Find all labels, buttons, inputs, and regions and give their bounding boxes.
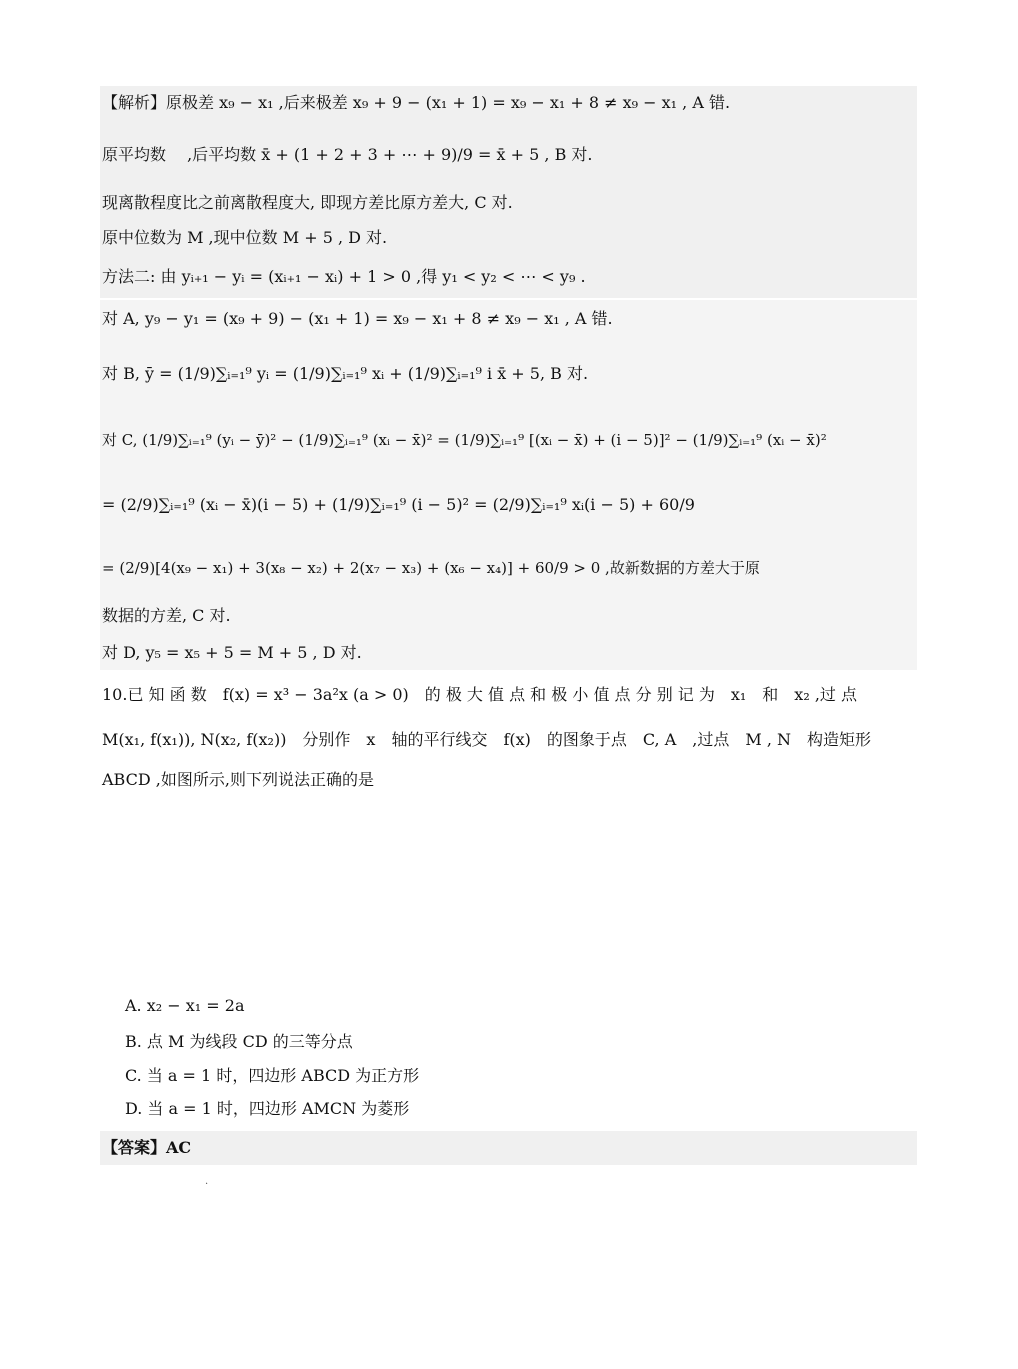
analysis-line-11: 数据的方差, C 对. <box>102 606 231 625</box>
answer-band <box>100 1131 917 1165</box>
analysis-line-1: 【解析】原极差 x₉ − x₁ ,后来极差 x₉ + 9 − (x₁ + 1) = x₉ − x₁ + 8 ≠ x₉ − x₁ , A 错. <box>102 93 731 112</box>
question-10-line-2: M(x₁, f(x₁)), N(x₂, f(x₂)) 分别作 x 轴的平行线交 f(x) 的图象于点 C, A ,过点 M , N 构造矩形 <box>102 730 872 749</box>
analysis-line-5: 方法二: 由 yᵢ₊₁ − yᵢ = (xᵢ₊₁ − xᵢ) + 1 > 0 ,得 y₁ < y₂ < ⋯ < y₉ . <box>102 267 586 286</box>
option-c: C. 当 a = 1 时，四边形 ABCD 为正方形 <box>125 1066 420 1085</box>
analysis-line-8: 对 C, (1/9)∑ᵢ₌₁⁹ (yᵢ − ȳ)² − (1/9)∑ᵢ₌₁⁹ (xᵢ − x̄)² = (1/9)∑ᵢ₌₁⁹ [(xᵢ − x̄) + (i − 5)]² − (1/9)∑ᵢ₌₁⁹ (xᵢ − x̄)² <box>102 431 827 449</box>
analysis-line-3: 现离散程度比之前离散程度大, 即现方差比原方差大, C 对. <box>102 193 513 212</box>
analysis-line-10: = (2/9)[4(x₉ − x₁) + 3(x₈ − x₂) + 2(x₇ − x₃) + (x₆ − x₄)] + 60/9 > 0 ,故新数据的方差大于原 <box>102 559 760 577</box>
answer-line: 【答案】AC <box>102 1138 192 1157</box>
analysis-line-4: 原中位数为 M ,现中位数 M + 5 , D 对. <box>102 228 388 247</box>
footer-dot: . <box>205 1176 209 1187</box>
analysis-line-9: = (2/9)∑ᵢ₌₁⁹ (xᵢ − x̄)(i − 5) + (1/9)∑ᵢ₌₁⁹ (i − 5)² = (2/9)∑ᵢ₌₁⁹ xᵢ(i − 5) + 60/9 <box>102 495 695 514</box>
option-b: B. 点 M 为线段 CD 的三等分点 <box>125 1032 353 1051</box>
option-d: D. 当 a = 1 时，四边形 AMCN 为菱形 <box>125 1099 410 1118</box>
analysis-line-2: 原平均数 ,后平均数 x̄ + (1 + 2 + 3 + ⋯ + 9)/9 = x̄ + 5 , B 对. <box>102 145 593 164</box>
question-10-line-1: 10.已 知 函 数 f(x) = x³ − 3a²x (a > 0) 的 极 大 值 点 和 极 小 值 点 分 别 记 为 x₁ 和 x₂ ,过 点 <box>102 685 858 704</box>
option-a: A. x₂ − x₁ = 2a <box>125 996 245 1015</box>
analysis-line-6: 对 A, y₉ − y₁ = (x₉ + 9) − (x₁ + 1) = x₉ − x₁ + 8 ≠ x₉ − x₁ , A 错. <box>102 309 613 328</box>
analysis-line-12: 对 D, y₅ = x₅ + 5 = M + 5 , D 对. <box>102 643 362 662</box>
analysis-line-7: 对 B, ȳ = (1/9)∑ᵢ₌₁⁹ yᵢ = (1/9)∑ᵢ₌₁⁹ xᵢ + (1/9)∑ᵢ₌₁⁹ i x̄ + 5, B 对. <box>102 364 589 383</box>
question-10-line-3: ABCD ,如图所示,则下列说法正确的是 <box>102 770 374 789</box>
